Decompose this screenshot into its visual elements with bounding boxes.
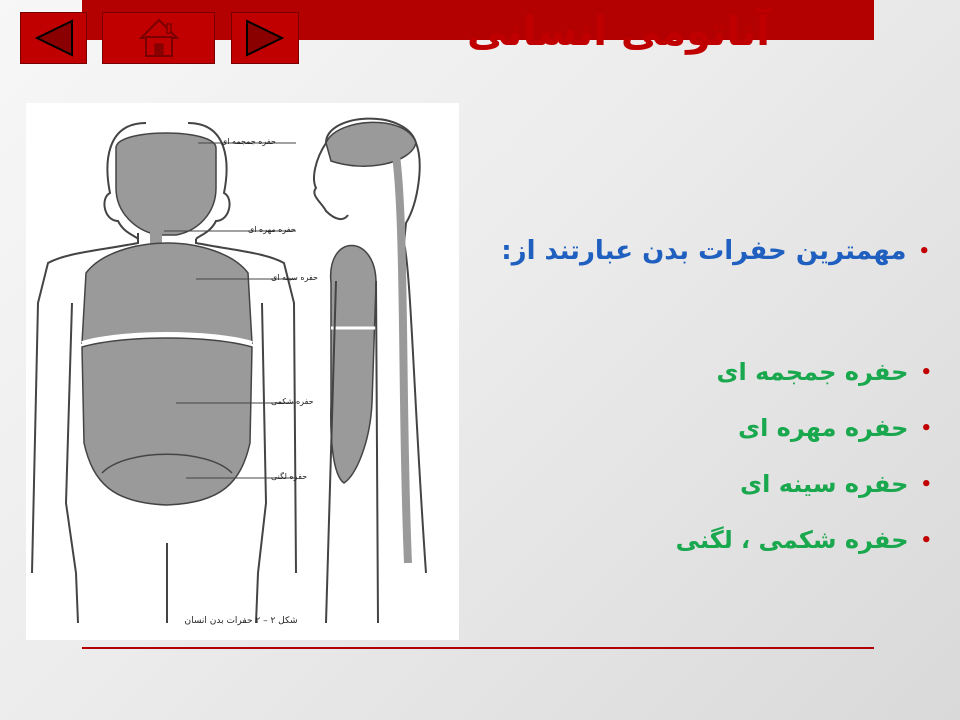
previous-slide-button[interactable]	[20, 12, 87, 64]
next-slide-button[interactable]	[231, 12, 299, 64]
list-item	[572, 464, 932, 520]
bullet-dot: •	[920, 418, 932, 439]
abdominal-label: حفره شکمی	[271, 397, 314, 406]
cavities-heading-text: مهمترین حفرات بدن عبارتند از:	[501, 236, 907, 266]
home-icon	[137, 16, 181, 60]
pelvic-label: حفره لگنی	[271, 472, 308, 481]
triangle-right-icon	[243, 18, 287, 58]
list-item	[572, 520, 932, 576]
list-item	[572, 408, 932, 464]
list-item	[572, 352, 932, 408]
cranial-label: حفره جمجمه ای	[221, 137, 276, 146]
thoracic-label: حفره سینه ای	[271, 273, 318, 282]
triangle-left-icon	[32, 18, 76, 58]
list-item-label: حفره جمجمه ای	[716, 358, 909, 386]
vertebral-label: حفره مهره ای	[248, 225, 296, 234]
body-cavities-figure	[26, 103, 459, 640]
figure-caption: شکل ۲ – ۲ حفرات بدن انسان	[184, 616, 298, 626]
list-item-label: حفره سینه ای	[740, 470, 909, 498]
bullet-dot: •	[920, 474, 932, 495]
bullet-dot: •	[920, 362, 932, 383]
bullet-dot: •	[918, 241, 930, 262]
slide-title: آناتومی انسانی	[467, 9, 770, 55]
list-item-label: حفره شکمی ، لگنی	[675, 526, 909, 554]
cavities-list	[572, 352, 932, 576]
body-cavities-illustration	[26, 103, 459, 640]
list-item-label: حفره مهره ای	[738, 414, 909, 442]
home-button[interactable]	[102, 12, 215, 64]
bullet-dot: •	[920, 530, 932, 551]
bottom-divider	[82, 647, 874, 649]
cavities-heading	[390, 236, 930, 266]
